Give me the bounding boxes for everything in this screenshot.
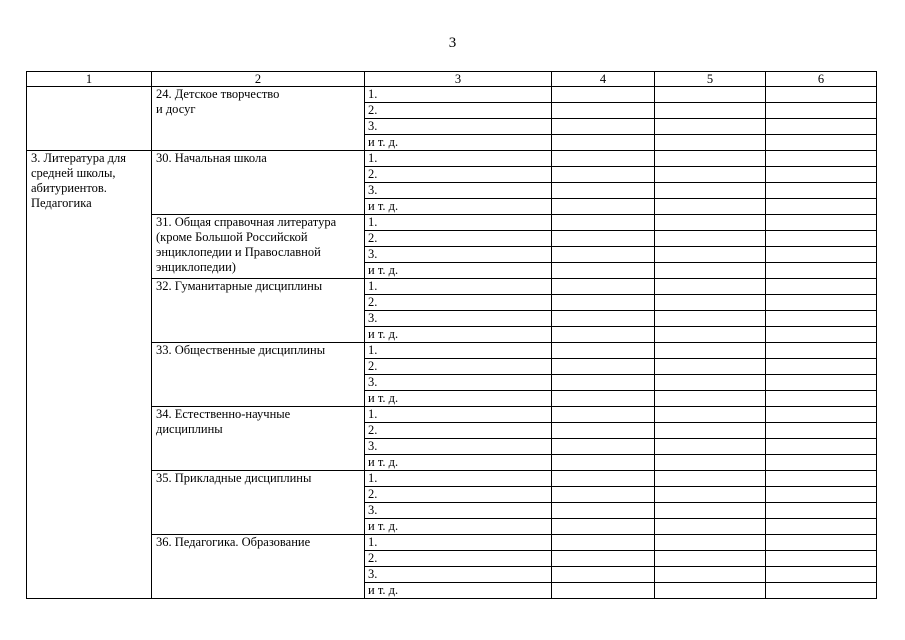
- empty-cell: [655, 215, 766, 231]
- subsection-title-line: 35. Прикладные дисциплины: [156, 471, 312, 485]
- empty-cell: [766, 183, 877, 199]
- header-col-2: 2: [152, 72, 365, 87]
- empty-cell: [552, 423, 655, 439]
- empty-cell: [766, 375, 877, 391]
- item-number-cell: 1.: [365, 279, 552, 295]
- item-number-cell: 1.: [365, 535, 552, 551]
- subsection-title-cell: [152, 535, 365, 599]
- item-number-cell: и т. д.: [365, 199, 552, 215]
- empty-cell: [766, 551, 877, 567]
- empty-cell: [766, 327, 877, 343]
- item-number-cell: 2.: [365, 487, 552, 503]
- empty-cell: [766, 311, 877, 327]
- header-col-5: 5: [655, 72, 766, 87]
- subsection-title-cell: [152, 151, 365, 215]
- table-row: [27, 343, 877, 359]
- subsection-title-cell: [152, 407, 365, 471]
- empty-cell: [766, 503, 877, 519]
- empty-cell: [655, 439, 766, 455]
- item-number-cell: и т. д.: [365, 391, 552, 407]
- empty-cell: [766, 103, 877, 119]
- table-row: [27, 535, 877, 551]
- item-number-cell: 2.: [365, 423, 552, 439]
- empty-cell: [552, 183, 655, 199]
- item-number-cell: 2.: [365, 551, 552, 567]
- empty-cell: [655, 503, 766, 519]
- item-number-cell: 2.: [365, 359, 552, 375]
- table-row: [27, 279, 877, 295]
- empty-cell: [552, 327, 655, 343]
- item-number-cell: 3.: [365, 567, 552, 583]
- empty-cell: [655, 423, 766, 439]
- subsection-title-line: 31. Общая справочная литература: [156, 215, 337, 229]
- empty-cell: [552, 407, 655, 423]
- section-title-cell: [27, 87, 152, 151]
- empty-cell: [552, 263, 655, 279]
- subsection-title-line: энциклопедии): [156, 260, 236, 274]
- subsection-title-line: 30. Начальная школа: [156, 151, 267, 165]
- empty-cell: [552, 583, 655, 599]
- section-title-line: 3. Литература для: [31, 151, 126, 165]
- empty-cell: [766, 151, 877, 167]
- subsection-title-line: 36. Педагогика. Образование: [156, 535, 311, 549]
- empty-cell: [655, 135, 766, 151]
- empty-cell: [552, 375, 655, 391]
- header-col-1: 1: [27, 72, 152, 87]
- subsection-title-line: дисциплины: [156, 422, 223, 436]
- page-number: 3: [448, 35, 457, 51]
- empty-cell: [766, 279, 877, 295]
- empty-cell: [552, 167, 655, 183]
- header-col-4: 4: [552, 72, 655, 87]
- header-col-3: 3: [365, 72, 552, 87]
- empty-cell: [552, 487, 655, 503]
- empty-cell: [766, 135, 877, 151]
- empty-cell: [655, 359, 766, 375]
- item-number-cell: 1.: [365, 471, 552, 487]
- empty-cell: [655, 231, 766, 247]
- table-row: [27, 471, 877, 487]
- empty-cell: [655, 391, 766, 407]
- empty-cell: [766, 247, 877, 263]
- empty-cell: [766, 567, 877, 583]
- empty-cell: [766, 231, 877, 247]
- subsection-title-line: энциклопедии и Православной: [156, 245, 321, 259]
- item-number-cell: 2.: [365, 167, 552, 183]
- empty-cell: [552, 103, 655, 119]
- empty-cell: [655, 455, 766, 471]
- empty-cell: [766, 471, 877, 487]
- subsection-title-cell: [152, 471, 365, 535]
- item-number-cell: и т. д.: [365, 263, 552, 279]
- empty-cell: [766, 519, 877, 535]
- empty-cell: [552, 87, 655, 103]
- empty-cell: [655, 167, 766, 183]
- item-number-cell: и т. д.: [365, 519, 552, 535]
- item-number-cell: 3.: [365, 375, 552, 391]
- empty-cell: [552, 295, 655, 311]
- item-number-cell: 3.: [365, 503, 552, 519]
- empty-cell: [655, 199, 766, 215]
- empty-cell: [552, 279, 655, 295]
- empty-cell: [655, 343, 766, 359]
- empty-cell: [552, 119, 655, 135]
- empty-cell: [552, 439, 655, 455]
- item-number-cell: и т. д.: [365, 583, 552, 599]
- empty-cell: [766, 455, 877, 471]
- empty-cell: [552, 199, 655, 215]
- subsection-title-cell: [152, 279, 365, 343]
- header-col-6: 6: [766, 72, 877, 87]
- table-row: [27, 215, 877, 231]
- item-number-cell: 2.: [365, 295, 552, 311]
- empty-cell: [766, 295, 877, 311]
- item-number-cell: 1.: [365, 151, 552, 167]
- item-number-cell: и т. д.: [365, 455, 552, 471]
- empty-cell: [766, 215, 877, 231]
- empty-cell: [655, 567, 766, 583]
- item-number-cell: 2.: [365, 231, 552, 247]
- section-title-cell: [27, 151, 152, 599]
- header-row: [27, 72, 877, 87]
- empty-cell: [552, 391, 655, 407]
- item-number-cell: 2.: [365, 103, 552, 119]
- empty-cell: [552, 503, 655, 519]
- item-number-cell: 1.: [365, 343, 552, 359]
- subsection-title-line: и досуг: [156, 102, 196, 116]
- empty-cell: [655, 103, 766, 119]
- empty-cell: [552, 535, 655, 551]
- table-row: [27, 87, 877, 103]
- empty-cell: [552, 231, 655, 247]
- item-number-cell: 3.: [365, 247, 552, 263]
- empty-cell: [655, 487, 766, 503]
- empty-cell: [552, 551, 655, 567]
- empty-cell: [766, 119, 877, 135]
- empty-cell: [655, 519, 766, 535]
- subsection-title-line: 24. Детское творчество: [156, 87, 280, 101]
- empty-cell: [655, 535, 766, 551]
- empty-cell: [655, 87, 766, 103]
- empty-cell: [655, 183, 766, 199]
- empty-cell: [766, 167, 877, 183]
- section-title-line: Педагогика: [31, 196, 92, 210]
- item-number-cell: 3.: [365, 439, 552, 455]
- empty-cell: [552, 215, 655, 231]
- item-number-cell: 3.: [365, 183, 552, 199]
- empty-cell: [552, 471, 655, 487]
- empty-cell: [766, 263, 877, 279]
- item-number-cell: и т. д.: [365, 327, 552, 343]
- table-row: [27, 151, 877, 167]
- empty-cell: [655, 295, 766, 311]
- empty-cell: [766, 199, 877, 215]
- empty-cell: [552, 343, 655, 359]
- empty-cell: [655, 551, 766, 567]
- subsection-title-line: 33. Общественные дисциплины: [156, 343, 326, 357]
- empty-cell: [766, 359, 877, 375]
- item-number-cell: 3.: [365, 119, 552, 135]
- empty-cell: [552, 519, 655, 535]
- subsection-title-cell: [152, 343, 365, 407]
- empty-cell: [766, 583, 877, 599]
- table-row: [27, 407, 877, 423]
- empty-cell: [766, 487, 877, 503]
- empty-cell: [766, 87, 877, 103]
- empty-cell: [655, 407, 766, 423]
- subsection-title-cell: [152, 87, 365, 151]
- empty-cell: [552, 359, 655, 375]
- empty-cell: [655, 151, 766, 167]
- subsection-title-line: (кроме Большой Российской: [156, 230, 308, 244]
- empty-cell: [766, 343, 877, 359]
- empty-cell: [766, 407, 877, 423]
- section-title-line: средней школы,: [31, 166, 116, 180]
- empty-cell: [655, 263, 766, 279]
- empty-cell: [766, 423, 877, 439]
- empty-cell: [655, 279, 766, 295]
- empty-cell: [552, 311, 655, 327]
- data-table: [26, 71, 877, 599]
- empty-cell: [766, 439, 877, 455]
- item-number-cell: 1.: [365, 407, 552, 423]
- empty-cell: [655, 327, 766, 343]
- empty-cell: [655, 119, 766, 135]
- empty-cell: [655, 583, 766, 599]
- subsection-title-line: 34. Естественно-научные: [156, 407, 291, 421]
- empty-cell: [552, 151, 655, 167]
- item-number-cell: 1.: [365, 87, 552, 103]
- empty-cell: [655, 375, 766, 391]
- empty-cell: [766, 535, 877, 551]
- subsection-title-line: 32. Гуманитарные дисциплины: [156, 279, 323, 293]
- empty-cell: [552, 455, 655, 471]
- empty-cell: [552, 247, 655, 263]
- empty-cell: [655, 247, 766, 263]
- empty-cell: [766, 391, 877, 407]
- empty-cell: [655, 311, 766, 327]
- empty-cell: [552, 567, 655, 583]
- empty-cell: [552, 135, 655, 151]
- empty-cell: [655, 471, 766, 487]
- item-number-cell: 1.: [365, 215, 552, 231]
- subsection-title-cell: [152, 215, 365, 279]
- item-number-cell: 3.: [365, 311, 552, 327]
- item-number-cell: и т. д.: [365, 135, 552, 151]
- section-title-line: абитуриентов.: [31, 181, 107, 195]
